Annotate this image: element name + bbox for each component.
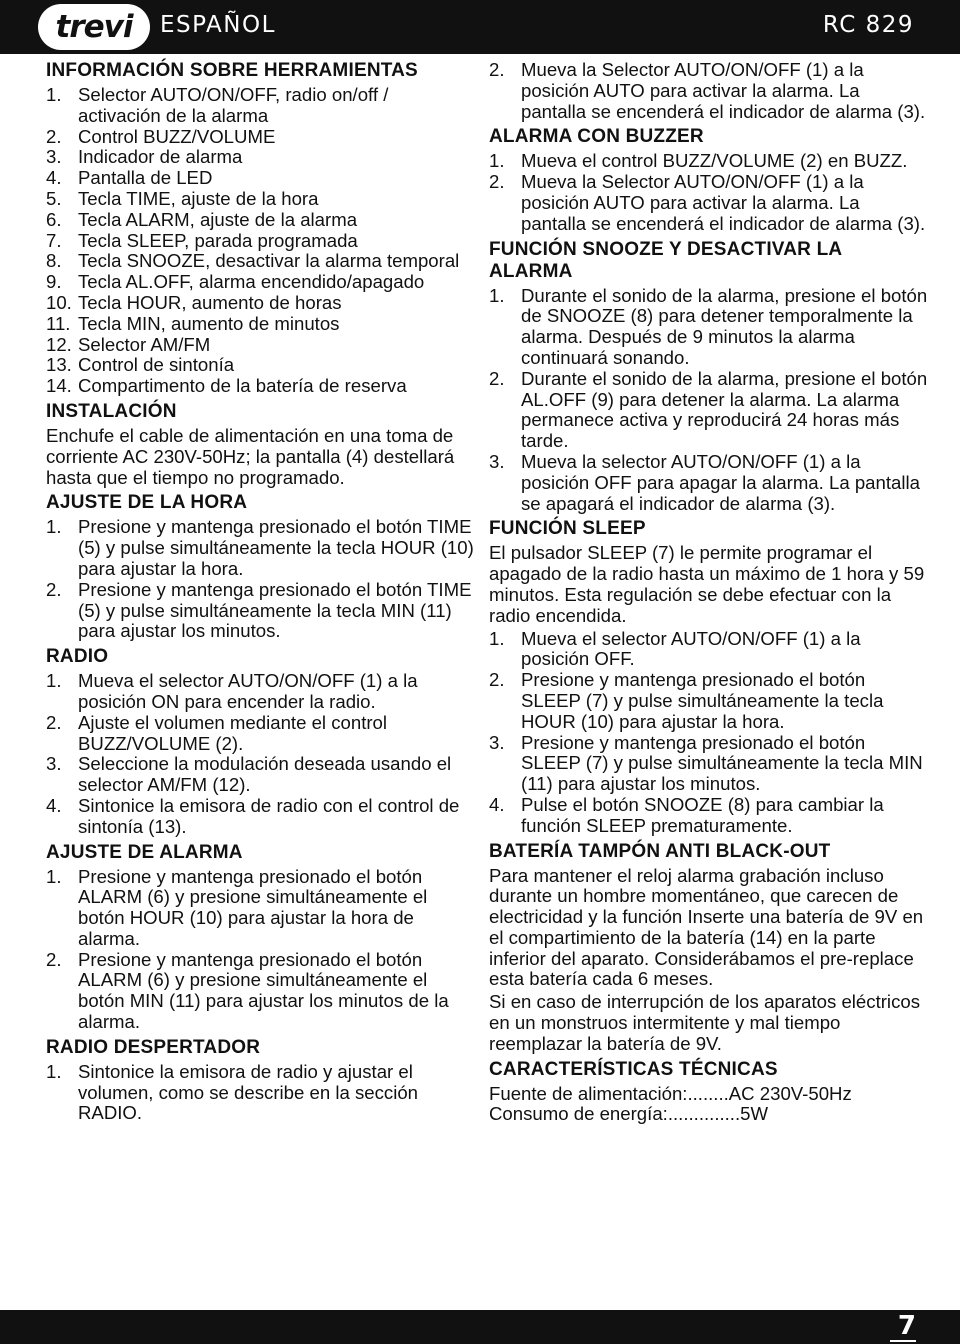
item-number: 1. [489, 284, 505, 306]
item-number: 2. [46, 948, 62, 970]
item-number: 2. [46, 125, 62, 147]
list-item [46, 580, 476, 642]
item-text: Presione y mantenga presionado el botón ALARM (6) y presione simultáneamente el botón HOUR (10) para ajustar la hora de alarma. [78, 865, 428, 949]
item-text: Tecla SLEEP, parada programada [78, 229, 358, 251]
item-number: 2. [489, 59, 505, 80]
list-item [489, 733, 929, 795]
section-title-caracteristicas: CARACTERÍSTICAS TÉCNICAS [489, 1058, 778, 1080]
list-item [46, 127, 476, 148]
item-text: Mueva la Selector AUTO/ON/OFF (1) a la posición AUTO para activar la alarma. La pantalla se encenderá el indicador de alarma (3). [521, 171, 926, 234]
item-number: 12. [46, 333, 72, 355]
item-number: 4. [489, 793, 505, 815]
item-text: Seleccione la modulación deseada usando el selector AM/FM (12). [78, 753, 452, 796]
list-item [46, 147, 476, 168]
item-text: Pantalla de LED [78, 167, 213, 189]
list-item [489, 369, 929, 452]
item-number: 1. [46, 670, 62, 692]
list-item [489, 60, 929, 122]
list-item [46, 950, 476, 1033]
item-number: 3. [46, 753, 62, 775]
item-text: Presione y mantenga presionado el botón TIME (5) y pulse simultáneamente la tecla HOUR (10) para ajustar la hora. [78, 516, 474, 579]
list-item [489, 286, 929, 369]
list-item [46, 314, 476, 335]
item-number: 8. [46, 250, 62, 272]
item-text: Selector AUTO/ON/OFF, radio on/off / activación de la alarma [78, 84, 389, 126]
herramientas-list [46, 85, 476, 397]
item-text: Tecla HOUR, aumento de horas [78, 291, 342, 313]
instalacion-text: Enchufe el cable de alimentación en una toma de corriente AC 230V-50Hz; la pantalla (4) destellará hasta que el tiempo no programado. [46, 424, 455, 488]
item-text: Pulse el botón SNOOZE (8) para cambiar la función SLEEP prematuramente. [521, 793, 884, 836]
item-number: 2. [489, 367, 505, 389]
section-title-alarma-buzzer: ALARMA CON BUZZER [489, 126, 704, 148]
item-number: 1. [46, 1060, 62, 1082]
list-item [489, 172, 929, 234]
list-item [46, 671, 476, 713]
item-text: Presione y mantenga presionado el botón SLEEP (7) y pulse simultáneamente la tecla MIN (11) para ajustar los minutos. [521, 731, 923, 795]
list-item [46, 210, 476, 231]
item-text: Durante el sonido de la alarma, presione el botón AL.OFF (9) para detener la alarma. La alarma permanece activa y reproducirá 24 horas más tarde. [521, 367, 928, 452]
list-item [489, 670, 929, 732]
item-number: 7. [46, 229, 62, 251]
item-text: Tecla SNOOZE, desactivar la alarma temporal [78, 250, 460, 272]
item-number: 1. [46, 84, 62, 105]
item-text: Ajuste el volumen mediante el control BUZZ/VOLUME (2). [78, 711, 388, 754]
list-item [489, 151, 929, 172]
alarma-buzzer-list [489, 151, 929, 234]
section-title-radio: RADIO [46, 646, 109, 668]
item-text: Tecla AL.OFF, alarma encendido/apagado [78, 271, 425, 293]
list-item [46, 335, 476, 356]
list-item [489, 795, 929, 837]
list-item [489, 629, 929, 671]
item-text: Control de sintonía [78, 354, 235, 376]
item-number: 1. [489, 150, 505, 172]
item-text: Compartimento de la batería de reserva [78, 375, 407, 397]
list-item [489, 452, 929, 514]
item-text: Mueva la Selector AUTO/ON/OFF (1) a la posición AUTO para activar la alarma. La pantalla se encenderá el indicador de alarma (3). [521, 59, 926, 122]
item-number: 13. [46, 354, 72, 376]
list-item [46, 272, 476, 293]
item-text: Presione y mantenga presionado el botón SLEEP (7) y pulse simultáneamente la tecla HOUR (10) para ajustar la hora. [521, 669, 884, 732]
language-label: ESPAÑOL [160, 12, 276, 38]
logo-text: trevi [55, 8, 133, 45]
list-item [46, 754, 476, 796]
ajuste-alarma-list [46, 867, 476, 1033]
bateria-text-1: Para mantener el reloj alarma grabación incluso durante un hombre momentáneo, que carecen de electricidad y la función Inserte una batería de 9V en el compartimiento de la batería (14) en la parte inferior del aparato. Considerábamos el pre-replace esta batería cada 6 meses. [489, 864, 924, 990]
sleep-list [489, 629, 929, 837]
list-item [46, 293, 476, 314]
item-number: 1. [46, 516, 62, 538]
item-text: Mueva el selector AUTO/ON/OFF (1) a la posición ON para encender la radio. [78, 670, 418, 712]
list-item [46, 231, 476, 252]
item-number: 2. [489, 171, 505, 193]
item-text: Control BUZZ/VOLUME [78, 125, 276, 147]
section-title-ajuste-alarma: AJUSTE DE ALARMA [46, 841, 243, 863]
item-text: Mueva la selector AUTO/ON/OFF (1) a la posición OFF para apagar la alarma. La pantalla se apagará el indicador de alarma (3). [521, 450, 920, 514]
list-item [46, 796, 476, 838]
section-title-radio-despertador: RADIO DESPERTADOR [46, 1036, 261, 1058]
radio-list [46, 671, 476, 837]
specs-list [489, 1084, 929, 1126]
section-title-bateria: BATERÍA TAMPÓN ANTI BLACK-OUT [489, 840, 831, 862]
spec-power-consumption: Consumo de energía:..............5W [489, 1103, 769, 1125]
item-text: Mueva el selector AUTO/ON/OFF (1) a la posición OFF. [521, 627, 861, 670]
item-number: 4. [46, 167, 62, 189]
item-number: 4. [46, 794, 62, 816]
item-number: 3. [489, 731, 505, 753]
item-text: Sintonice la emisora de radio y ajustar el volumen, como se describe en la sección RADIO. [78, 1060, 419, 1124]
list-item [46, 376, 476, 397]
ajuste-hora-list [46, 517, 476, 642]
item-number: 3. [46, 146, 62, 168]
item-text: Indicador de alarma [78, 146, 243, 168]
section-title-instalacion: INSTALACIÓN [46, 400, 177, 422]
right-column [489, 60, 929, 1125]
left-column [46, 60, 476, 1126]
trevi-logo [38, 4, 150, 50]
snooze-list [489, 286, 929, 515]
item-number: 11. [46, 312, 71, 334]
list-item [46, 85, 476, 127]
list-item [46, 168, 476, 189]
item-number: 5. [46, 187, 62, 209]
item-number: 1. [489, 627, 505, 649]
list-item [46, 1062, 476, 1124]
sleep-text: El pulsador SLEEP (7) le permite programar el apagado de la radio hasta un máximo de 1 hora y 59 minutos. Esta regulación se debe efectuar con la radio encendida. [489, 542, 925, 626]
item-text: Presione y mantenga presionado el botón ALARM (6) y presione simultáneamente el botón MIN (11) para ajustar los minutos de la alarma. [78, 948, 449, 1033]
list-item [46, 251, 476, 272]
model-label: RC 829 [822, 12, 914, 38]
section-title-snooze: FUNCIÓN SNOOZE Y DESACTIVAR LA ALARMA [489, 238, 842, 282]
list-item [46, 355, 476, 376]
item-text: Durante el sonido de la alarma, presione el botón de SNOOZE (8) para detener temporalmente la alarma. Después de 9 minutos la alarma continuará sonando. [521, 284, 928, 368]
radio-despertador-list [46, 1062, 476, 1124]
spec-power-source: Fuente de alimentación:........AC 230V-50Hz [489, 1082, 852, 1104]
item-number: 1. [46, 865, 62, 887]
list-item [46, 517, 476, 579]
item-number: 2. [46, 711, 62, 733]
item-number: 10. [46, 291, 72, 313]
item-text: Presione y mantenga presionado el botón TIME (5) y pulse simultáneamente la tecla MIN (11) para ajustar los minutos. [78, 578, 472, 642]
list-item [46, 189, 476, 210]
bateria-text-2: Si en caso de interrupción de los aparatos eléctricos en un monstruos intermitente y mal tiempo reemplazar la batería de 9V. [489, 991, 920, 1054]
item-number: 9. [46, 271, 62, 293]
section-title-ajuste-hora: AJUSTE DE LA HORA [46, 492, 248, 514]
radio-despertador-continued-list [489, 60, 929, 122]
item-text: Mueva el control BUZZ/VOLUME (2) en BUZZ. [521, 150, 908, 172]
item-text: Tecla MIN, aumento de minutos [78, 312, 340, 334]
item-number: 2. [489, 669, 505, 691]
item-text: Tecla ALARM, ajuste de la alarma [78, 208, 358, 230]
item-number: 3. [489, 450, 505, 472]
section-title-sleep: FUNCIÓN SLEEP [489, 518, 646, 540]
item-text: Sintonice la emisora de radio con el control de sintonía (13). [78, 794, 460, 837]
item-number: 14. [46, 375, 72, 397]
item-text: Tecla TIME, ajuste de la hora [78, 187, 319, 209]
footer-bar [0, 1310, 960, 1344]
list-item [46, 713, 476, 755]
item-number: 2. [46, 578, 62, 600]
section-title-herramientas: INFORMACIÓN SOBRE HERRAMIENTAS [46, 60, 418, 81]
item-number: 6. [46, 208, 62, 230]
page-number: 7 [890, 1312, 916, 1342]
header-bar [0, 0, 960, 54]
list-item [46, 867, 476, 950]
item-text: Selector AM/FM [78, 333, 211, 355]
